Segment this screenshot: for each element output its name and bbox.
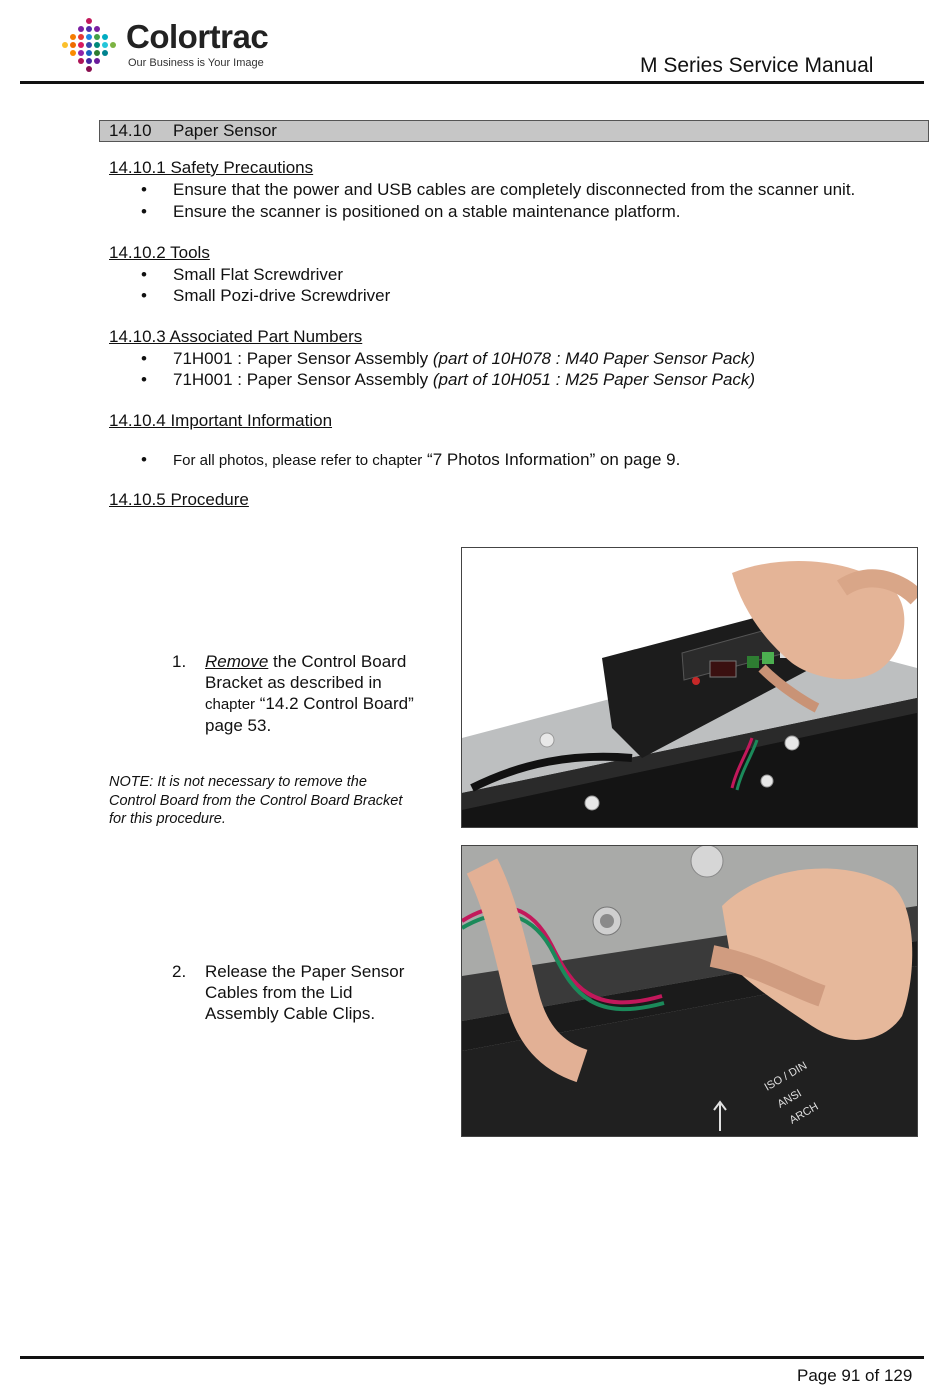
colortrac-logo [62,16,282,72]
bullet-icon: • [141,265,147,284]
parts-heading: 14.10.3 Associated Part Numbers [109,327,363,346]
list-item: • 71H001 : Paper Sensor Assembly (part of 10H078 : M40 Paper Sensor Pack) [141,349,756,368]
step-number: 1. [172,652,187,671]
list-item: • Ensure that the power and USB cables are completely disconnected from the scanner unit. [141,180,856,199]
step-verb: Remove [205,652,269,671]
list-item: • 71H001 : Paper Sensor Assembly (part of 10H051 : M25 Paper Sensor Pack) [141,370,756,389]
footer-rule [20,1356,924,1359]
photo-cable-release [461,845,918,1137]
header-rule [20,81,924,84]
bullet-icon: • [141,286,147,305]
list-item [141,450,680,470]
bullet-icon: • [141,370,147,389]
brand-name: Colortrac [126,18,269,55]
logo-dots-icon [62,16,122,72]
safety-heading: 14.10.1 Safety Precautions [109,158,314,177]
tools-heading: 14.10.2 Tools [109,243,210,262]
bullet-icon: • [141,349,147,368]
list-item: • Ensure the scanner is positioned on a stable maintenance platform. [141,202,681,221]
photos-reference-link[interactable]: “7 Photos Information” on page 9. [422,450,681,469]
section-heading-bar [99,120,929,142]
procedure-step-2 [172,961,452,1031]
brand-tagline: Our Business is Your Image [128,57,264,69]
iso-din-label: ISO / DIN [762,1059,810,1094]
info-heading: 14.10.4 Important Information [109,411,333,430]
section-number: 14.10 [109,121,152,140]
arch-label: ARCH [787,1100,821,1127]
procedure-step-1 [172,651,452,741]
step-text: Remove the Control Board Bracket as described in chapter “14.2 Control Board” page 53. [205,652,414,735]
section-title: Paper Sensor [173,121,277,140]
list-item: • Small Pozi-drive Screwdriver [141,286,391,305]
photos-reference-lead: For all photos, please refer to chapter [173,452,423,469]
control-board-reference[interactable]: “14.2 Control Board” [255,694,414,713]
procedure-heading: 14.10.5 Procedure [109,490,249,509]
bullet-icon: • [141,180,147,199]
bullet-icon: • [141,450,147,469]
photo-control-board-removal [461,547,918,828]
manual-title: M Series Service Manual [640,54,874,77]
step-text: Release the Paper Sensor Cables from the Lid Assembly Cable Clips. [205,962,405,1023]
page-number: Page 91 of 129 [797,1366,913,1385]
list-item: • Small Flat Screwdriver [141,265,344,284]
ansi-label: ANSI [775,1087,804,1111]
bullet-icon: • [141,202,147,221]
procedure-note: NOTE: It is not necessary to remove the Control Board from the Control Board Bracket for this procedure. [109,774,403,827]
step-number: 2. [172,962,187,981]
